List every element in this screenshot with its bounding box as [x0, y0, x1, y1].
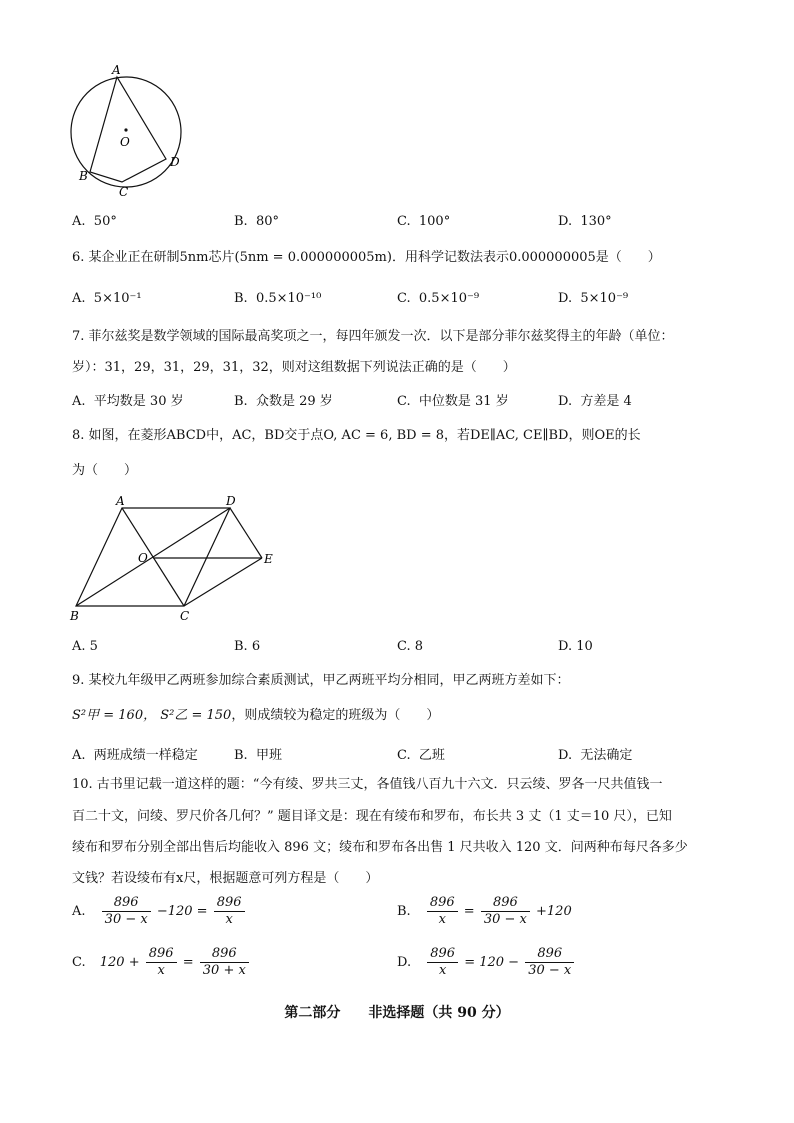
- circle-figure: [62, 58, 192, 208]
- q6-option-b[interactable]: B. 0.5×10⁻¹⁰: [234, 291, 322, 306]
- label-c: C: [119, 185, 129, 199]
- q6-option-a[interactable]: A. 5×10⁻¹: [72, 291, 142, 306]
- q8-stem-line2: 为（ ）: [72, 463, 138, 478]
- q5-option-a[interactable]: A. 50°: [72, 214, 117, 229]
- q10-option-d[interactable]: D. $\frac{896}{x}$ = 120 − $\frac{896}{30 - x}$: [397, 946, 576, 979]
- label-d: D: [226, 494, 236, 508]
- q9-option-d[interactable]: D. 无法确定: [558, 748, 633, 763]
- q10-line1: 10. 古书里记载一道这样的题：“今有绫、罗共三丈，各值钱八百九十六文．只云绫、罗各一尺共值钱一: [72, 777, 663, 792]
- q8-stem-line1: 8. 如图，在菱形ABCD中，AC，BD交于点O, AC = 6, BD = 8，若DE∥AC, CE∥BD，则OE的长: [72, 428, 641, 443]
- quadrilateral-abcd: [90, 77, 166, 182]
- q8-option-b[interactable]: B. 6: [234, 639, 261, 654]
- q9-variance-yi: S²乙 = 150: [160, 708, 232, 723]
- q10-line2: 百二十文，问绫、罗尺价各几何？” 题目译文是：现在有绫布和罗布，布长共 3 丈（1 丈＝10 尺），已知: [72, 809, 672, 824]
- q7-option-c[interactable]: C. 中位数是 31 岁: [397, 394, 509, 409]
- label-b: B: [79, 169, 88, 183]
- q6-option-c[interactable]: C. 0.5×10⁻⁹: [397, 291, 480, 306]
- q9-variance-jia: S²甲 = 160，: [72, 708, 157, 723]
- q8-option-d[interactable]: D. 10: [558, 639, 593, 654]
- q9-option-b[interactable]: B. 甲班: [234, 748, 282, 763]
- q7-option-b[interactable]: B. 众数是 29 岁: [234, 394, 333, 409]
- q8-option-c[interactable]: C. 8: [397, 639, 424, 654]
- label-d: D: [170, 155, 180, 169]
- label-b: B: [70, 609, 79, 623]
- q9-option-c[interactable]: C. 乙班: [397, 748, 445, 763]
- q9-stem-tail: ，则成绩较为稳定的班级为（ ）: [231, 708, 440, 723]
- q6-options: [72, 291, 732, 311]
- q9-options: [72, 744, 732, 764]
- label-o: O: [138, 551, 148, 565]
- q9-stem-line2: [72, 706, 439, 726]
- rhombus-figure: [66, 492, 286, 627]
- q7-options: [72, 390, 732, 410]
- label-o: O: [120, 135, 130, 149]
- q7-stem-line2: 岁）：31，29，31，29，31，32，则对这组数据下列说法正确的是（ ）: [72, 360, 516, 375]
- q10-option-a[interactable]: A. $\frac{896}{30 - x}$ −120 = $\frac{896}{x}$: [72, 895, 247, 928]
- q5-options: [72, 214, 732, 234]
- label-a: A: [112, 63, 121, 77]
- q6-stem: 6. 某企业正在研制5nm芯片(5nm = 0.000000005m)．用科学记数法表示0.000000005是（ ）: [72, 250, 661, 265]
- q7-option-a[interactable]: A. 平均数是 30 岁: [72, 394, 184, 409]
- label-e: E: [264, 552, 273, 566]
- q6-option-d[interactable]: D. 5×10⁻⁹: [558, 291, 629, 306]
- q10-option-c[interactable]: C. 120 + $\frac{896}{x}$ = $\frac{896}{30 + x}$: [72, 946, 251, 979]
- label-a: A: [116, 494, 125, 508]
- q7-stem-line1: 7. 菲尔兹奖是数学领域的国际最高奖项之一，每四年颁发一次．以下是部分菲尔兹奖得主的年龄（单位：: [72, 329, 674, 344]
- q8-option-a[interactable]: A. 5: [72, 639, 98, 654]
- center-point: [124, 128, 127, 131]
- q5-option-c[interactable]: C. 100°: [397, 214, 451, 229]
- q10-option-b[interactable]: B. $\frac{896}{x}$ = $\frac{896}{30 - x}$ +120: [397, 895, 572, 927]
- q10-line3: 绫布和罗布分别全部出售后均能收入 896 文；绫布和罗布各出售 1 尺共收入 120 文．问两种布每尺各多少: [72, 840, 688, 855]
- q10-line4: 文钱？若设绫布有x尺，根据题意可列方程是（ ）: [72, 871, 379, 886]
- section-heading: 第二部分 非选择题（共 90 分）: [284, 1005, 510, 1021]
- q8-options: [72, 639, 732, 659]
- label-c: C: [180, 609, 190, 623]
- q9-stem-line1: 9. 某校九年级甲乙两班参加综合素质测试，甲乙两班平均分相同，甲乙两班方差如下：: [72, 673, 570, 688]
- q5-option-b[interactable]: B. 80°: [234, 214, 279, 229]
- q5-option-d[interactable]: D. 130°: [558, 214, 612, 229]
- q7-option-d[interactable]: D. 方差是 4: [558, 394, 632, 409]
- segment-de: [230, 508, 262, 558]
- q9-option-a[interactable]: A. 两班成绩一样稳定: [72, 748, 198, 763]
